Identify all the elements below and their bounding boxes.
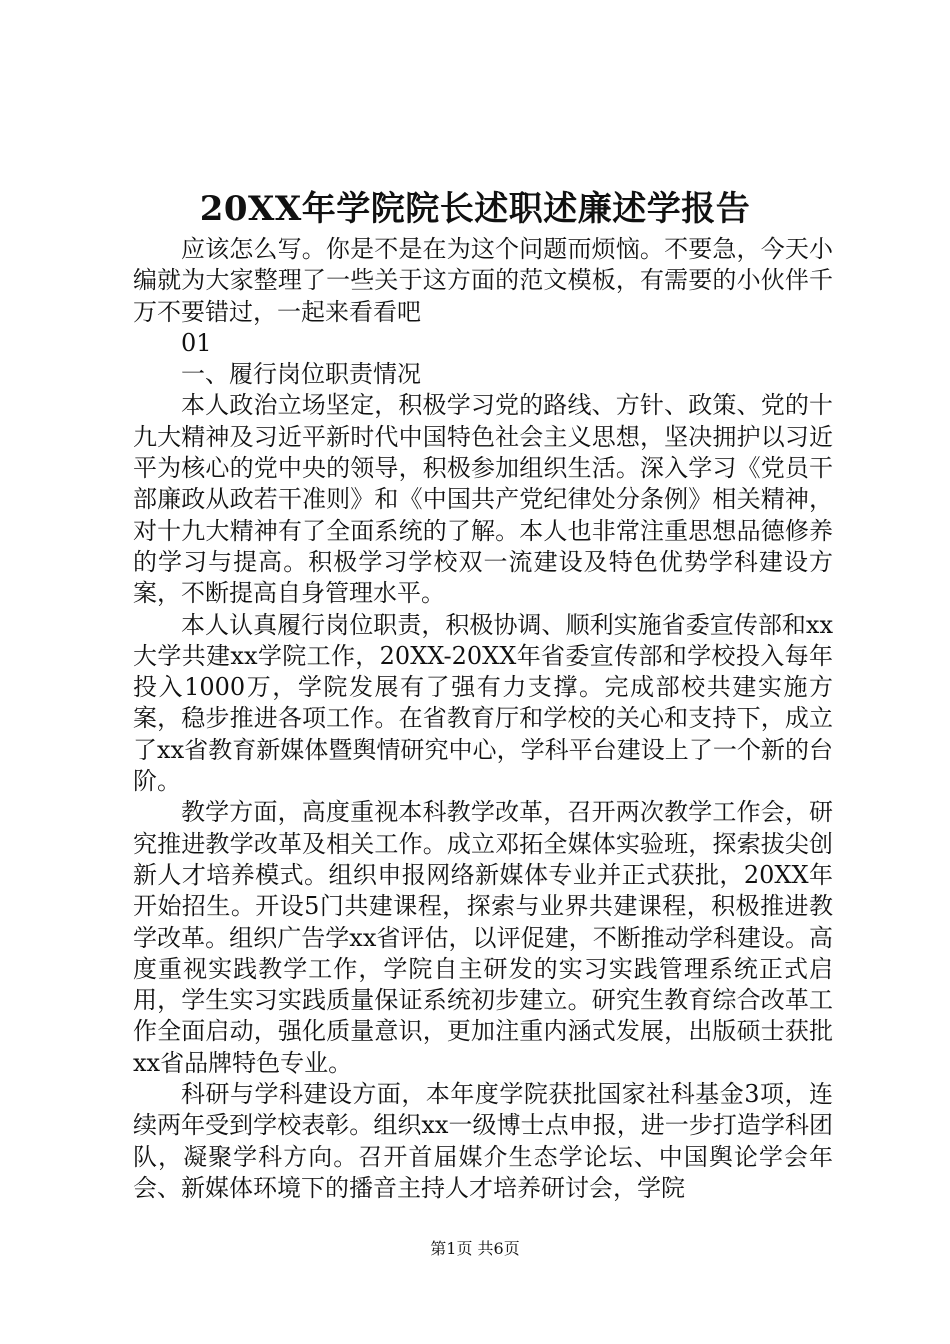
document-body	[133, 234, 833, 1204]
paragraph-political-stance: 本人政治立场坚定，积极学习党的路线、方针、政策、党的十九大精神及习近平新时代中国特色社会主义思想，坚决拥护以习近平为核心的党中央的领导，积极参加组织生活。深入学习《党员干部廉政从政若干准则》和《中国共产党纪律处分条例》相关精神，对十九大精神有了全面系统的了解。本人也非常注重思想品德修养的学习与提高。积极学习学校双一流建设及特色优势学科建设方案，不断提高自身管理水平。	[133, 391, 833, 608]
document-title: 20XX年学院院长述职述廉述学报告	[199, 189, 751, 229]
page-number-footer: 第1页 共6页	[430, 1239, 520, 1258]
paragraph-duties: 本人认真履行岗位职责，积极协调、顺利实施省委宣传部和xx大学共建xx学院工作，20XX-20XX年省委宣传部和学校投入每年投入1000万，学院发展有了强有力支撑。完成部校共建实施方案，稳步推进各项工作。在省教育厅和学校的关心和支持下，成立了xx省教育新媒体暨舆情研究中心，学科平台建设上了一个新的台阶。	[133, 610, 833, 796]
paragraph-teaching: 教学方面，高度重视本科教学改革，召开两次教学工作会，研究推进教学改革及相关工作。成立邓拓全媒体实验班，探索拔尖创新人才培养模式。组织申报网络新媒体专业并正式获批，20XX年开始招生。开设5门共建课程，探索与业界共建课程，积极推进教学改革。组织广告学xx省评估，以评促建，不断推动学科建设。高度重视实践教学工作，学院自主研发的实习实践管理系统正式启用，学生实习实践质量保证系统初步建立。研究生教育综合改革工作全面启动，强化质量意识，更加注重内涵式发展，出版硕士获批xx省品牌特色专业。	[133, 798, 833, 1077]
paragraph-research: 科研与学科建设方面，本年度学院获批国家社科基金3项，连续两年受到学校表彰。组织xx一级博士点申报，进一步打造学科团队，凝聚学科方向。召开首届媒介生态学论坛、中国舆论学会年会、新媒体环境下的播音主持人才培养研讨会，学院	[133, 1080, 833, 1202]
paragraph-intro: 应该怎么写。你是不是在为这个问题而烦恼。不要急，今天小编就为大家整理了一些关于这方面的范文模板，有需要的小伙伴千万不要错过，一起来看看吧	[133, 235, 833, 326]
section-heading: 一、履行岗位职责情况	[181, 360, 421, 389]
paragraph-section-number: 01	[181, 328, 212, 357]
